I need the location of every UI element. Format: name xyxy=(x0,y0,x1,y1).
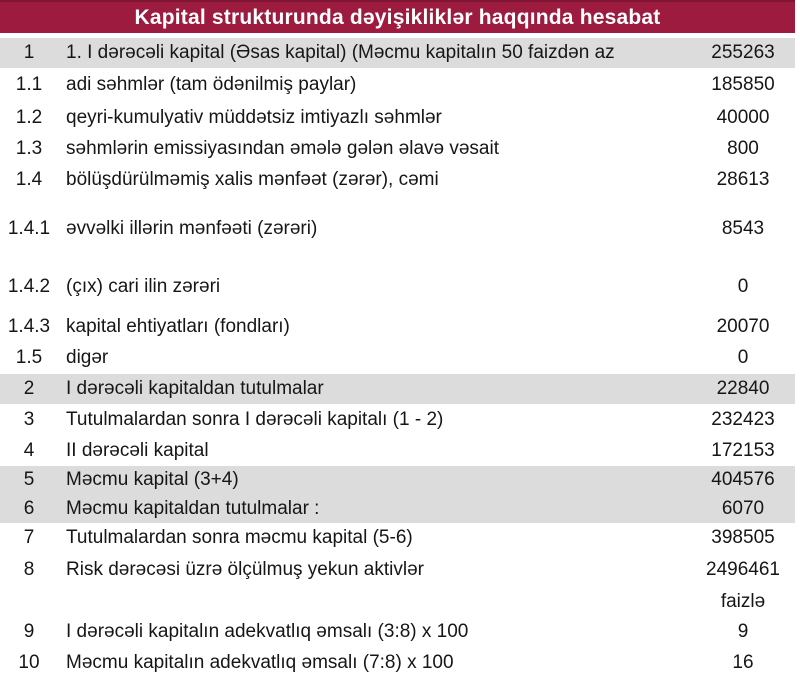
report-title: Kapital strukturunda dəyişikliklər haqqında hesabat xyxy=(0,0,795,33)
row-label: bölüşdürülməmiş xalis mənfəət (zərər), cəmi xyxy=(66,170,439,191)
row-value: faizlə xyxy=(720,590,766,612)
table-row xyxy=(0,523,795,554)
row-label: Tutulmalardan sonra I dərəcəli kapitalı (1 - 2) xyxy=(66,410,444,431)
table-row xyxy=(0,437,795,466)
row-label: digər xyxy=(66,348,109,369)
row-number: 1.4 xyxy=(15,169,43,191)
table-row xyxy=(0,587,795,617)
row-label: I dərəcəli kapitaldan tutulmalar xyxy=(66,378,324,399)
table-row xyxy=(0,134,795,165)
table-row xyxy=(0,312,795,343)
row-label: Məcmu kapital (3+4) xyxy=(66,470,239,491)
row-value: 40000 xyxy=(716,106,770,128)
row-label: əvvəlki illərin mənfəəti (zərəri) xyxy=(66,218,318,239)
row-number: 1 xyxy=(23,41,35,63)
row-label: 1. I dərəcəli kapital (Əsas kapital) (Məcmu kapitalın 50 faizdən az xyxy=(66,42,615,63)
row-label: Məcmu kapitaldan tutulmalar : xyxy=(66,498,320,519)
row-number: 10 xyxy=(18,651,40,673)
row-value: 185850 xyxy=(711,73,775,95)
row-label: Tutulmalardan sonra məcmu kapital (5-6) xyxy=(66,528,413,549)
row-label: (çıx) cari ilin zərəri xyxy=(66,276,221,297)
row-value: 8543 xyxy=(721,217,765,239)
row-number: 1.3 xyxy=(15,138,43,160)
row-value: 22840 xyxy=(716,377,770,399)
row-number: 5 xyxy=(23,469,35,491)
table-row xyxy=(0,648,795,678)
table-row xyxy=(0,38,795,68)
table-row xyxy=(0,262,795,312)
row-value: 800 xyxy=(727,138,759,160)
row-number: 4 xyxy=(23,440,35,462)
row-number: 1.2 xyxy=(15,106,43,128)
row-number: 1.4.2 xyxy=(7,275,51,297)
row-label: adi səhmlər (tam ödənilmiş paylar) xyxy=(66,74,357,95)
row-label: kapital ehtiyatları (fondları) xyxy=(66,317,290,338)
row-number: 7 xyxy=(23,527,35,549)
table-row xyxy=(0,343,795,374)
row-number: 9 xyxy=(23,621,35,643)
table-row xyxy=(0,374,795,404)
row-number: 1.4.3 xyxy=(7,316,51,338)
table-row xyxy=(0,617,795,648)
table-row xyxy=(0,404,795,437)
row-label: qeyri-kumulyativ müddətsiz imtiyazlı səhmlər xyxy=(66,107,442,128)
row-value: 2496461 xyxy=(706,559,780,581)
table-row xyxy=(0,466,795,495)
table-row xyxy=(0,196,795,262)
row-label: səhmlərin emissiyasından əmələ gələn əlavə vəsait xyxy=(66,139,500,160)
row-label: Risk dərəcəsi üzrə ölçülmuş yekun aktivlər xyxy=(66,560,424,581)
row-value: 20070 xyxy=(716,316,770,338)
table-row xyxy=(0,495,795,523)
row-value: 232423 xyxy=(711,409,775,431)
row-number: 1.5 xyxy=(15,347,43,369)
row-number: 1.1 xyxy=(15,73,43,95)
row-value: 9 xyxy=(737,621,749,643)
row-label: I dərəcəli kapitalın adekvatlıq əmsalı (3:8) x 100 xyxy=(66,622,469,643)
row-number: 6 xyxy=(23,497,35,519)
row-value: 398505 xyxy=(711,527,775,549)
table-row xyxy=(0,68,795,102)
capital-table xyxy=(0,38,795,678)
row-number: 2 xyxy=(23,377,35,399)
row-number: 8 xyxy=(23,559,35,581)
row-value: 255263 xyxy=(711,41,775,63)
table-row xyxy=(0,165,795,196)
table-row xyxy=(0,102,795,134)
row-value: 0 xyxy=(737,347,749,369)
row-label: Məcmu kapitalın adekvatlıq əmsalı (7:8) x 100 xyxy=(66,652,454,673)
row-value: 404576 xyxy=(711,469,775,491)
row-value: 0 xyxy=(737,275,749,297)
row-value: 28613 xyxy=(716,169,770,191)
row-number: 3 xyxy=(23,409,35,431)
table-row xyxy=(0,554,795,587)
row-value: 172153 xyxy=(711,440,775,462)
row-label: II dərəcəli kapital xyxy=(66,441,209,462)
row-value: 16 xyxy=(732,651,754,673)
row-number: 1.4.1 xyxy=(7,217,51,239)
row-value: 6070 xyxy=(721,497,765,519)
